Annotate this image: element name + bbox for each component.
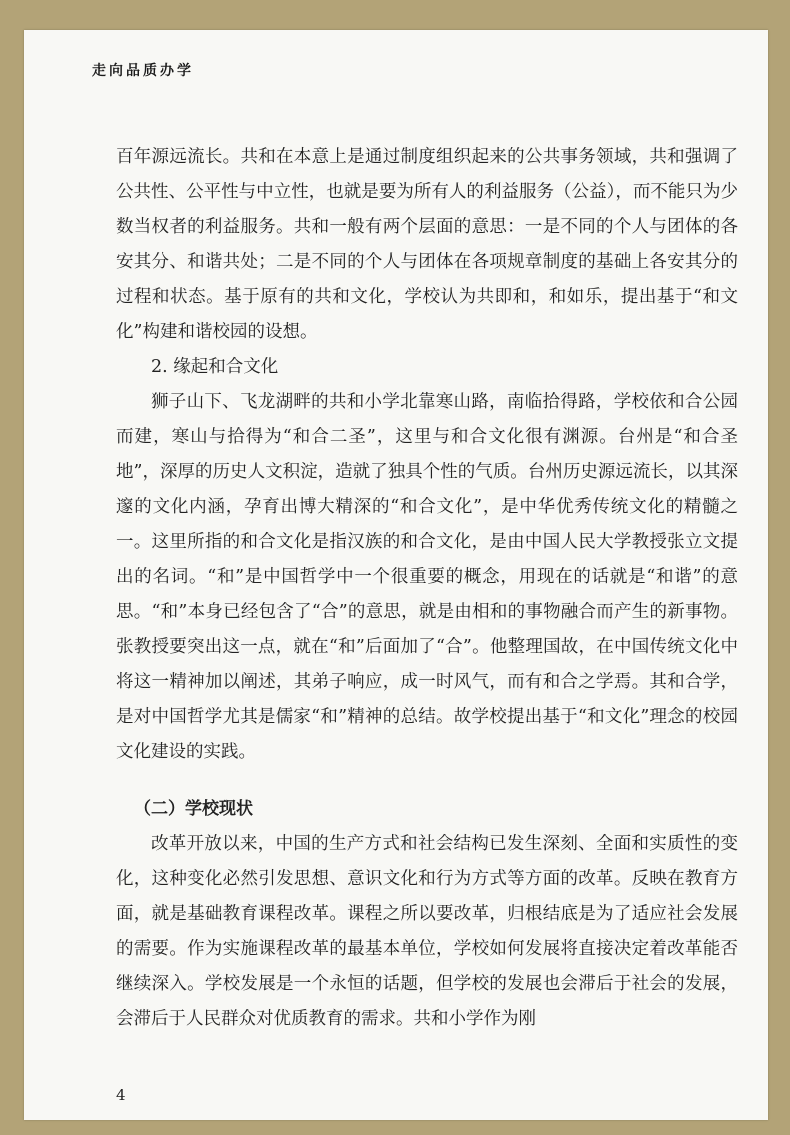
page-number: 4 [116, 1086, 126, 1104]
paragraph-continued: 百年源远流长。共和在本意上是通过制度组织起来的公共事务领域，共和强调了公共性、公平性与中立性，也就是要为所有人的利益服务（公益），而不能只为少数当权者的利益服务。共和一般有两个层面的意思：一是不同的个人与团体的各安其分、和谐共处；二是不同的个人与团体在各项规章制度的基础上各安其分的过程和状态。基于原有的共和文化，学校认为共即和，和如乐，提出基于“和文化”构建和谐校园的设想。 [116, 147, 738, 342]
section-heading-origin: 2. 缘起和合文化 [151, 357, 279, 377]
paragraph-status: 改革开放以来，中国的生产方式和社会结构已发生深刻、全面和实质性的变化，这种变化必然引发思想、意识文化和行为方式等方面的改革。反映在教育方面，就是基础教育课程改革。课程之所以要改革，归根结底是为了适应社会发展的需要。作为实施课程改革的最基本单位，学校如何发展将直接决定着改革能否继续深入。学校发展是一个永恒的话题，但学校的发展也会滞后于社会的发展，会滞后于人民群众对优质教育的需求。共和小学作为刚 [116, 834, 738, 1029]
paragraph-origin: 狮子山下、飞龙湖畔的共和小学北靠寒山路，南临拾得路，学校依和合公园而建，寒山与拾得为“和合二圣”，这里与和合文化很有渊源。台州是“和合圣地”，深厚的历史人文积淀，造就了独具个性的气质。台州历史源远流长，以其深邃的文化内涵，孕育出博大精深的“和合文化”，是中华优秀传统文化的精髓之一。这里所指的和合文化是指汉族的和合文化，是由中国人民大学教授张立文提出的名词。“和”是中国哲学中一个很重要的概念，用现在的话就是“和谐”的意思。“和”本身已经包含了“合”的意思，就是由相和的事物融合而产生的新事物。张教授要突出这一点，就在“和”后面加了“合”。他整理国故，在中国传统文化中将这一精神加以阐述，其弟子响应，成一时风气，而有和合之学焉。其和合学，是对中国哲学尤其是儒家“和”精神的总结。故学校提出基于“和文化”理念的校园文化建设的实践。 [116, 392, 738, 762]
section-heading-status: （二）学校现状 [134, 799, 253, 819]
running-header: 走向品质办学 [92, 63, 194, 79]
page-body [116, 140, 738, 1037]
